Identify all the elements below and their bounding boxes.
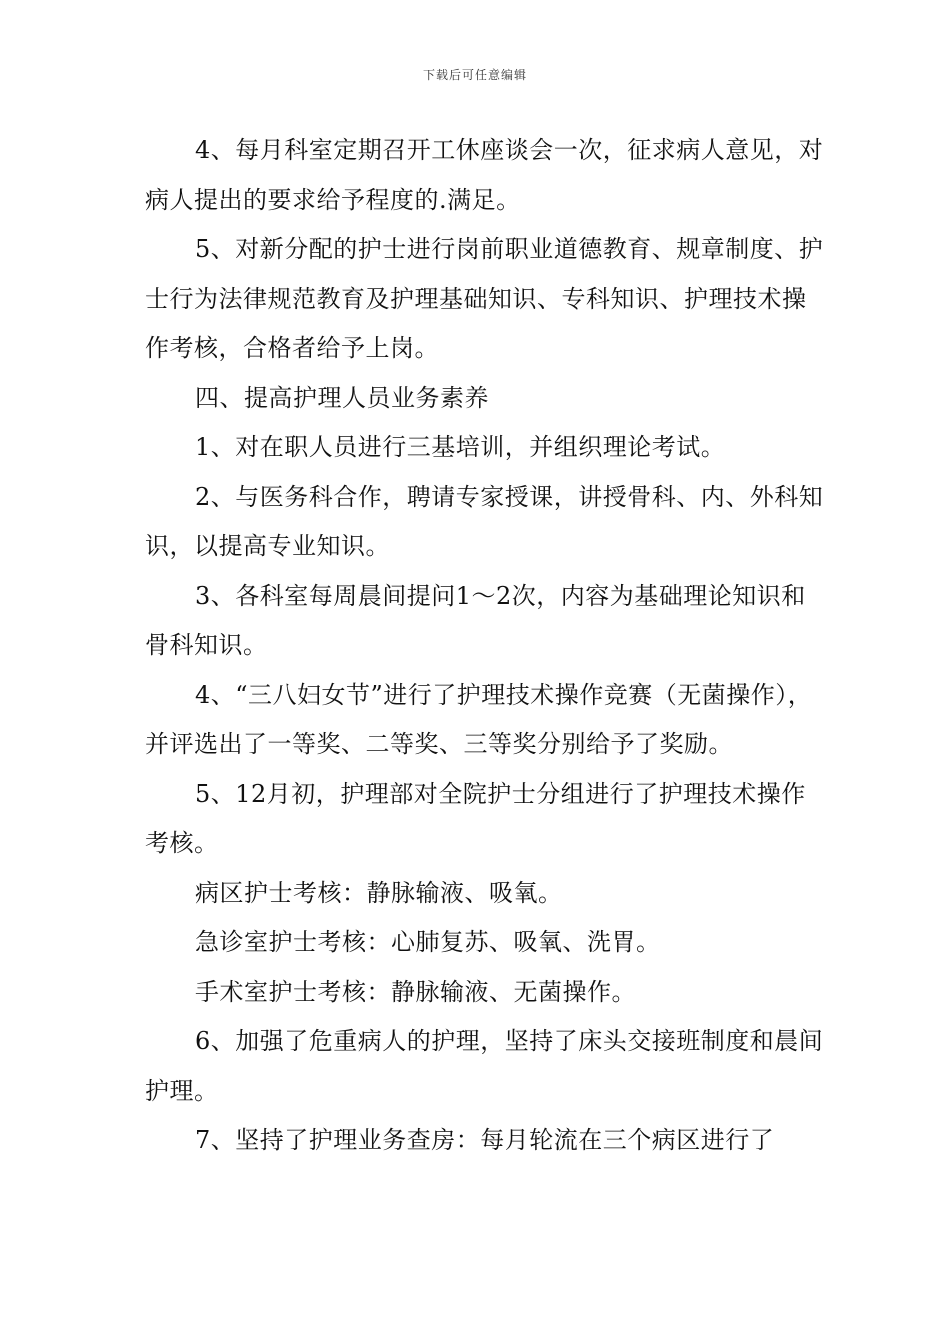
assessment-operating-room: 手术室护士考核：静脉输液、无菌操作。 [195, 977, 636, 1006]
paragraph-item-4-forum: 4、每月科室定期召开工休座谈会一次，征求病人意见，对病人提出的要求给予程度的.满足。 [145, 136, 824, 214]
paragraph-item-5-training: 5、对新分配的护士进行岗前职业道德教育、规章制度、护士行为法律规范教育及护理基础知识、专科知识、护理技术操作考核，合格者给予上岗。 [145, 235, 824, 362]
document-body [145, 126, 825, 1166]
paragraph-item-7: 7、坚持了护理业务查房：每月轮流在三个病区进行了 [195, 1126, 775, 1154]
page-header: 下载后可任意编辑 [422, 68, 527, 82]
paragraph-item-4-competition: 4、“三八妇女节”进行了护理技术操作竞赛（无菌操作），并评选出了一等奖、二等奖、三等奖分别给予了奖励。 [145, 680, 813, 758]
paragraph-item-1: 1、对在职人员进行三基培训，并组织理论考试。 [195, 433, 726, 461]
section-heading: 四、提高护理人员业务素养 [195, 383, 489, 412]
paragraph-item-3: 3、各科室每周晨间提问1～2次，内容为基础理论知识和骨科知识。 [145, 581, 806, 659]
assessment-emergency: 急诊室护士考核：心肺复苏、吸氧、洗胃。 [195, 928, 661, 956]
paragraph-item-5-assessment: 5、12月初，护理部对全院护士分组进行了护理技术操作考核。 [145, 779, 806, 857]
assessment-ward: 病区护士考核：静脉输液、吸氧。 [195, 878, 563, 907]
paragraph-item-6: 6、加强了危重病人的护理，坚持了床头交接班制度和晨间护理。 [145, 1027, 824, 1105]
paragraph-item-2: 2、与医务科合作，聘请专家授课，讲授骨科、内、外科知识，以提高专业知识。 [145, 482, 824, 560]
